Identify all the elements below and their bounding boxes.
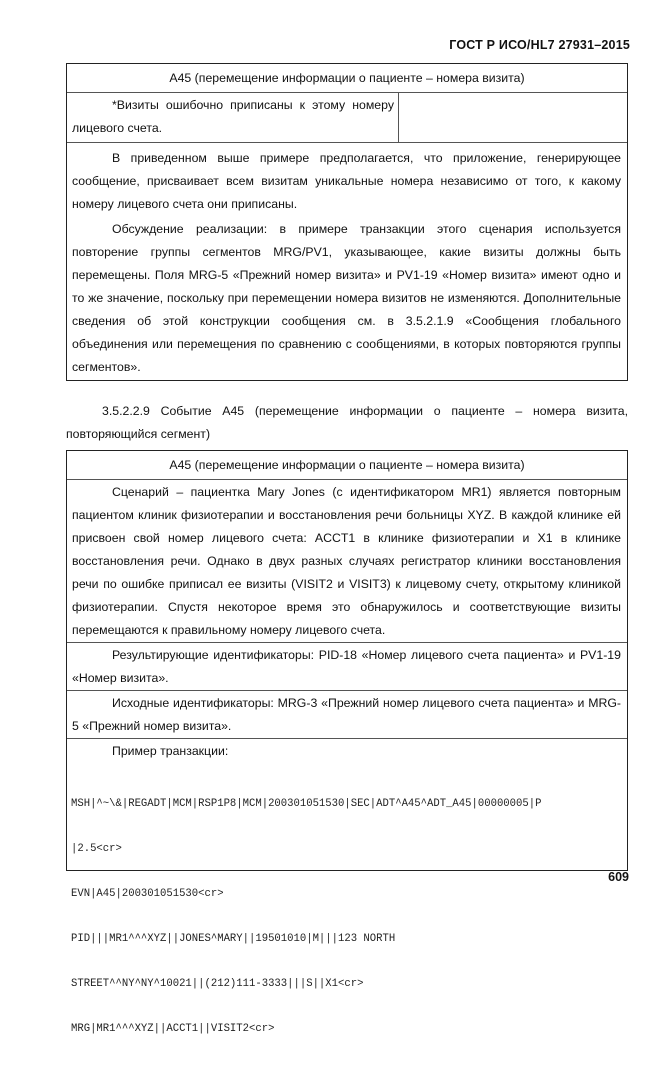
section-heading: 3.5.2.2.9 Событие A45 (перемещение информации о пациенте – номера визита, повторяющийся сегмент) bbox=[66, 404, 628, 441]
source-identifiers-row bbox=[67, 691, 627, 739]
code-line: MRG|MR1^^^XYZ||ACCT1||VISIT2<cr> bbox=[71, 1023, 275, 1035]
discussion-row bbox=[67, 143, 627, 379]
transaction-example-row bbox=[67, 739, 627, 1067]
code-line: MSH|^~\&|REGADT|MCM|RSP1P8|MCM|200301051530|SEC|ADT^A45^ADT_A45|00000005|P bbox=[71, 798, 542, 810]
code-line: |2.5<cr> bbox=[71, 843, 122, 855]
code-line: PID|||MR1^^^XYZ||JONES^MARY||19501010|M|||123 NORTH bbox=[71, 933, 396, 945]
code-line: STREET^^NY^NY^10021||(212)111-3333|||S||X1<cr> bbox=[71, 978, 364, 990]
footnote-text: *Визиты ошибочно приписаны к этому номеру лицевого счета. bbox=[72, 98, 394, 135]
result-identifiers-paragraph: Результирующие идентификаторы: PID-18 «Номер лицевого счета пациента» и PV1-19 «Номер визита». bbox=[72, 648, 621, 685]
source-identifiers-paragraph: Исходные идентификаторы: MRG-3 «Прежний номер лицевого счета пациента» и MRG-5 «Прежний номер визита». bbox=[72, 696, 621, 733]
footnote-row bbox=[67, 93, 627, 143]
page-number: 609 bbox=[608, 870, 629, 884]
section-heading-block bbox=[66, 400, 628, 446]
result-identifiers-row bbox=[67, 643, 627, 691]
transaction-example-label: Пример транзакции: bbox=[112, 744, 229, 758]
table-a45-continued bbox=[66, 63, 628, 381]
example-assumption-paragraph: В приведенном выше примере предполагается, что приложение, генерирующее сообщение, присваивает всем визитам уникальные номера независимо от того, к какому номеру лицевого счета они приписаны. bbox=[72, 151, 621, 211]
scenario-row bbox=[67, 480, 627, 643]
document-standard-header: ГОСТ Р ИСО/HL7 27931–2015 bbox=[449, 38, 630, 52]
table-title: A45 (перемещение информации о пациенте – номера визита) bbox=[67, 451, 627, 480]
code-line: EVN|A45|200301051530<cr> bbox=[71, 888, 224, 900]
hl7-message-code bbox=[67, 767, 627, 1067]
implementation-discussion-paragraph: Обсуждение реализации: в примере транзакции этого сценария используется повторение группы сегментов MRG/PV1, указывающее, какие визиты должны быть перемещены. Поля MRG-5 «Прежний номер визита» и PV1-19 «Номер визита» имеют одно и то же значение, поскольку при перемещении номера визитов не изменяются. Дополнительные сведения об этой конструкции сообщения см. в 3.5.2.1.9 «Сообщения глобального объединения или перемещения по сравнению с сообщениями, в которых повторяются группы сегментов». bbox=[72, 222, 621, 374]
footnote-cell bbox=[67, 93, 399, 142]
empty-cell bbox=[399, 93, 627, 142]
table-title: A45 (перемещение информации о пациенте – номера визита) bbox=[67, 64, 627, 93]
scenario-paragraph: Сценарий – пациентка Mary Jones (с идентификатором MR1) является повторным пациентом клиник физиотерапии и восстановления речи больницы XYZ. В каждой клинике ей присвоен свой номер лицевого счета: ACCT1 в клинике физиотерапии и X1 в клинике восстановления речи. Однако в двух разных случаях регистратор клиники восстановления речи по ошибке приписал ее визиты (VISIT2 и VISIT3) к лицевому счету, открытому клиникой физиотерапии. Спустя некоторое время это обнаружилось и соответствующие визиты перемещаются к правильному номеру лицевого счета. bbox=[72, 485, 621, 637]
